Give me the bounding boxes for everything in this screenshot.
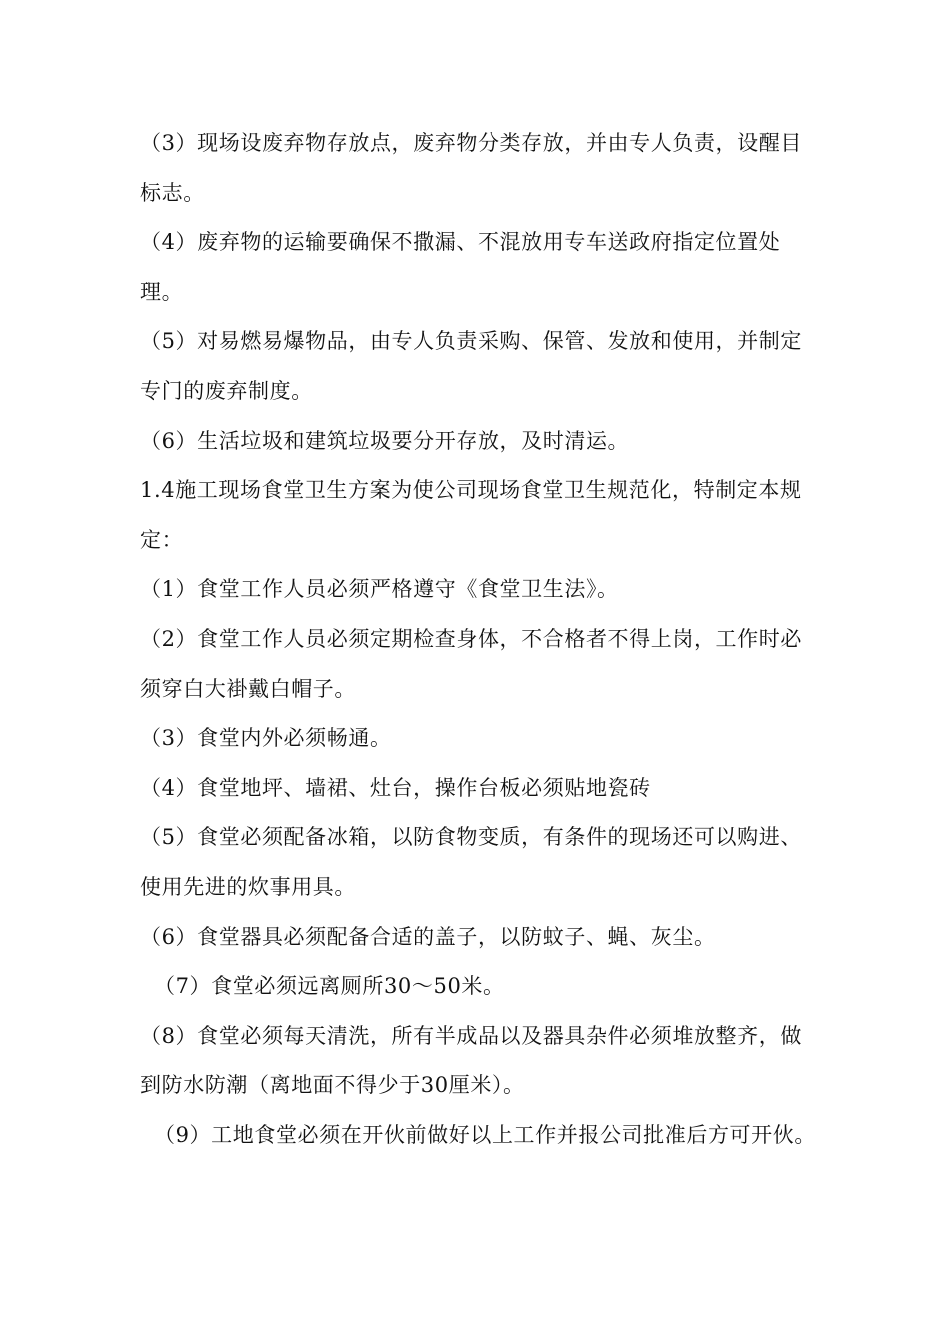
- paragraph-10: （5）食堂必须配备冰箱，以防食物变质，有条件的现场还可以购进、使用先进的炊事用具。: [140, 825, 802, 899]
- paragraph-1: （3）现场设废弃物存放点，废弃物分类存放，并由专人负责，设醒目标志。: [140, 131, 802, 205]
- paragraph-12: （7）食堂必须远离厕所30～50米。: [154, 974, 505, 999]
- paragraph-11: （6）食堂器具必须配备合适的盖子，以防蚊子、蝇、灰尘。: [140, 924, 716, 949]
- paragraph-8: （3）食堂内外必须畅通。: [140, 726, 392, 751]
- paragraph-6: （1）食堂工作人员必须严格遵守《食堂卫生法》。: [140, 577, 619, 602]
- paragraph-14: （9）工地食堂必须在开伙前做好以上工作并报公司批准后方可开伙。: [154, 1122, 816, 1147]
- paragraph-2: （4）废弃物的运输要确保不撒漏、不混放用专车送政府指定位置处理。: [140, 230, 781, 304]
- paragraph-4: （6）生活垃圾和建筑垃圾要分开存放，及时清运。: [140, 428, 630, 453]
- paragraph-13: （8）食堂必须每天清洗，所有半成品以及器具杂件必须堆放整齐，做到防水防潮（离地面不得少于30厘米）。: [140, 1023, 802, 1098]
- section-heading-1-4: 1.4施工现场食堂卫生方案为使公司现场食堂卫生规范化，特制定本规定：: [140, 478, 802, 552]
- paragraph-9: （4）食堂地坪、墙裙、灶台，操作台板必须贴地瓷砖: [140, 775, 651, 800]
- paragraph-7: （2）食堂工作人员必须定期检查身体，不合格者不得上岗，工作时必须穿白大褂戴白帽子。: [140, 626, 802, 701]
- paragraph-3: （5）对易燃易爆物品，由专人负责采购、保管、发放和使用，并制定专门的废弃制度。: [140, 329, 802, 403]
